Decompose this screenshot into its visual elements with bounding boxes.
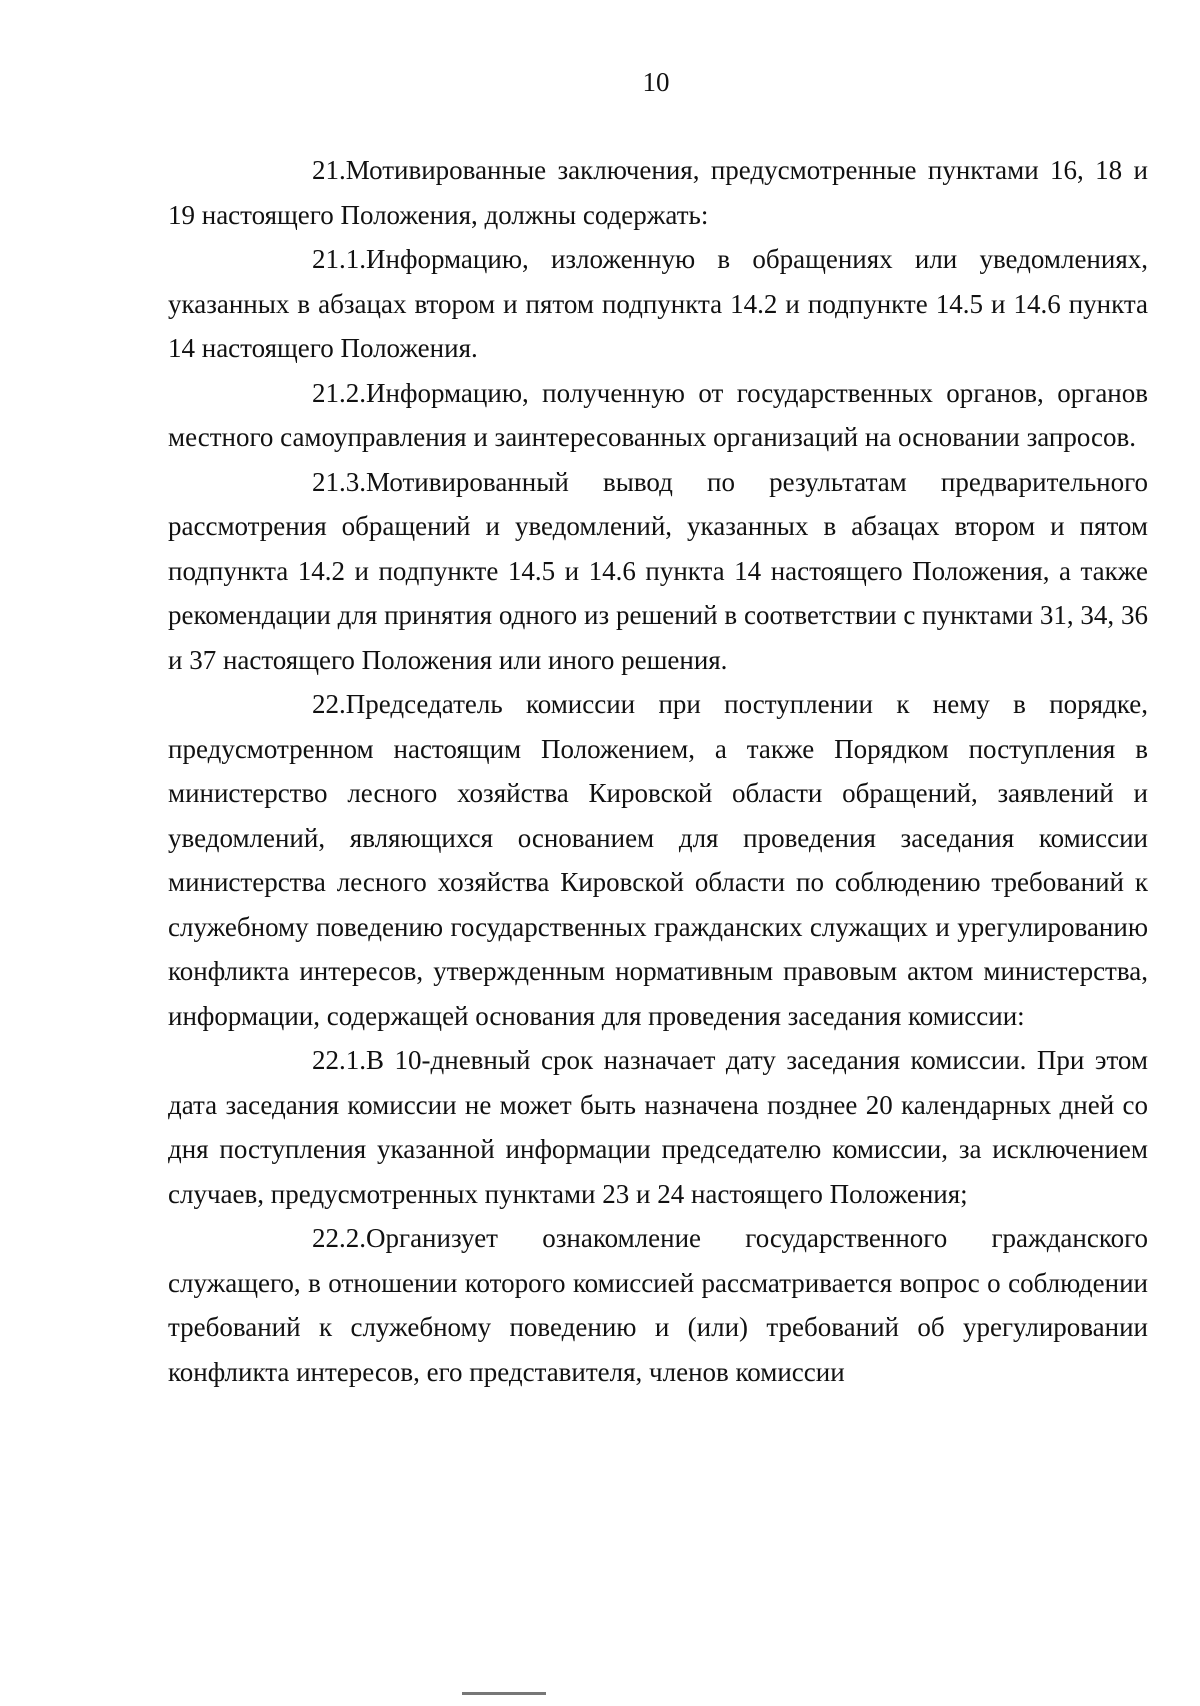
footer-scan-mark (462, 1692, 546, 1695)
paragraph-number: 22.2. (312, 1223, 366, 1253)
paragraph-number: 21. (312, 155, 346, 185)
paragraph-22 (168, 682, 1148, 1038)
paragraph-text: Мотивированный вывод по результатам предварительного рассмотрения обращений и уведомлений, указанных в абзацах втором и пятом подпункта 14.2 и подпункте 14.5 и 14.6 пункта 14 настоящего Положения, а также рекомендации для принятия одного из решений в соответствии с пунктами 31, 34, 36 и 37 настоящего Положения или иного решения. (168, 466, 1148, 675)
document-body (168, 148, 1148, 1394)
paragraph-number: 22.1. (312, 1045, 366, 1075)
paragraph-21-3 (168, 460, 1148, 683)
paragraph-number: 21.2. (312, 377, 366, 408)
paragraph-22-2 (168, 1216, 1148, 1394)
paragraph-21-2 (168, 371, 1148, 460)
paragraph-text: Мотивированные заключения, предусмотренные пунктами 16, 18 и 19 настоящего Положения, должны содержать: (168, 155, 1148, 230)
paragraph-21-1 (168, 237, 1148, 371)
paragraph-number: 22. (312, 689, 346, 719)
paragraph-21 (168, 148, 1148, 237)
paragraph-number: 21.3. (312, 466, 366, 497)
paragraph-text: Информацию, изложенную в обращениях или уведомлениях, указанных в абзацах втором и пятом подпункта 14.2 и подпункте 14.5 и 14.6 пункта 14 настоящего Положения. (168, 244, 1148, 363)
paragraph-text: Организует ознакомление государственного гражданского служащего, в отношении которого комиссией рассматривается вопрос о соблюдении требований к служебному поведению и (или) требований об урегулировании конфликта интересов, его представителя, членов комиссии (168, 1223, 1148, 1387)
paragraph-22-1 (168, 1038, 1148, 1216)
paragraph-text: Информацию, полученную от государственных органов, органов местного самоуправления и заинтересованных организаций на основании запросов. (168, 377, 1148, 452)
paragraph-text: Председатель комиссии при поступлении к нему в порядке, предусмотренном настоящим Положением, а также Порядком поступления в министерство лесного хозяйства Кировской области обращений, заявлений и уведомлений, являющихся основанием для проведения заседания комиссии министерства лесного хозяйства Кировской области по соблюдению требований к служебному поведению государственных гражданских служащих и урегулированию конфликта интересов, утвержденным нормативным правовым актом министерства, информации, содержащей основания для проведения заседания комиссии: (168, 689, 1148, 1031)
paragraph-number: 21.1. (312, 244, 366, 274)
paragraph-text: В 10-дневный срок назначает дату заседания комиссии. При этом дата заседания комиссии не может быть назначена позднее 20 календарных дней со дня поступления указанной информации председателю комиссии, за исключением случаев, предусмотренных пунктами 23 и 24 настоящего Положения; (168, 1045, 1148, 1209)
page-number: 10 (642, 67, 670, 97)
